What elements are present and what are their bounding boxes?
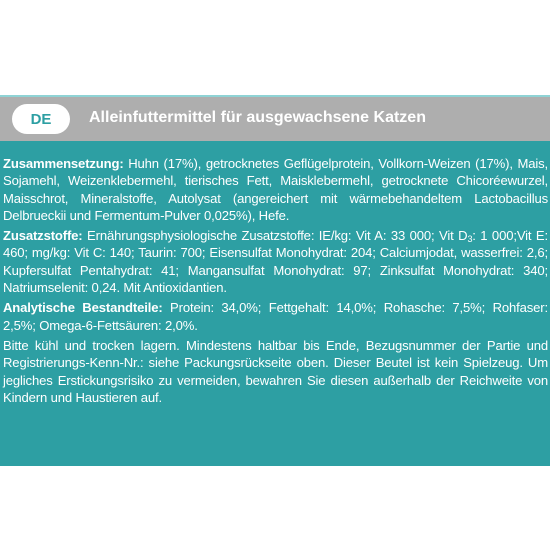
- additives-heading: Zusatzstoffe:: [3, 228, 83, 244]
- composition-heading: Zusammensetzung:: [3, 156, 124, 171]
- vitamin-d-subscript: 3: [467, 234, 473, 245]
- label-header: [0, 97, 550, 141]
- additives-paragraph: [3, 227, 548, 296]
- product-title: Alleinfuttermittel für ausgewachsene Katzen: [89, 109, 426, 126]
- analysis-text: Protein: 34,0%; Fettgehalt: 14,0%; Rohasche: 7,5%; Rohfaser: 2,5%; Omega-6-Fettsäuren: 2,0%.: [3, 300, 549, 333]
- product-label: [0, 95, 550, 466]
- analysis-paragraph: [3, 299, 548, 334]
- language-badge: DE: [12, 104, 70, 134]
- analysis-heading: Analytische Bestandteile:: [3, 300, 163, 316]
- additives-text-a: Ernährungsphysiologische Zusatzstoffe: IE/kg: Vit A: 33 000; Vit D: [82, 228, 468, 244]
- composition-paragraph: [3, 155, 548, 224]
- composition-text: Huhn (17%), getrocknetes Geflügelprotein, Vollkorn-Weizen (17%), Mais, Sojamehl, Weizenklebermehl, tierisches Fett, Maisklebermehl, getrocknete Chicoréewurzel, Maisschrot, Mineralstoffe, Autolysat (angereichert mit wärmebehandeltem Lactobacillus Delbrueckii und Fermentum-Pulver 0,025%), Hefe.: [3, 156, 548, 223]
- additives-text-b: : 1 000;Vit E: 460; mg/kg: Vit C: 140; Taurin: 700; Eisensulfat Monohydrat: 204; Calciumjodat, wasserfrei: 2,6; Kupfersulfat Pentahydrat: 41; Mangansulfat Monohydrat: 97; Zinksulfat Monohydrat: 340; Natriumselenit: 0,24. Mit Antioxidantien.: [3, 228, 548, 296]
- storage-paragraph: Bitte kühl und trocken lagern. Mindestens haltbar bis Ende, Bezugsnummer der Partie und Registrierungs-Kenn-Nr.: siehe Packungsrückseite oben. Dieser Beutel ist kein Spielzeug. Um jegliches Erstickungsrisiko zu vermeiden, bewahren Sie diesen außerhalb der Reichweite von Kindern und Haustieren auf.: [3, 337, 548, 405]
- label-content: [3, 155, 548, 409]
